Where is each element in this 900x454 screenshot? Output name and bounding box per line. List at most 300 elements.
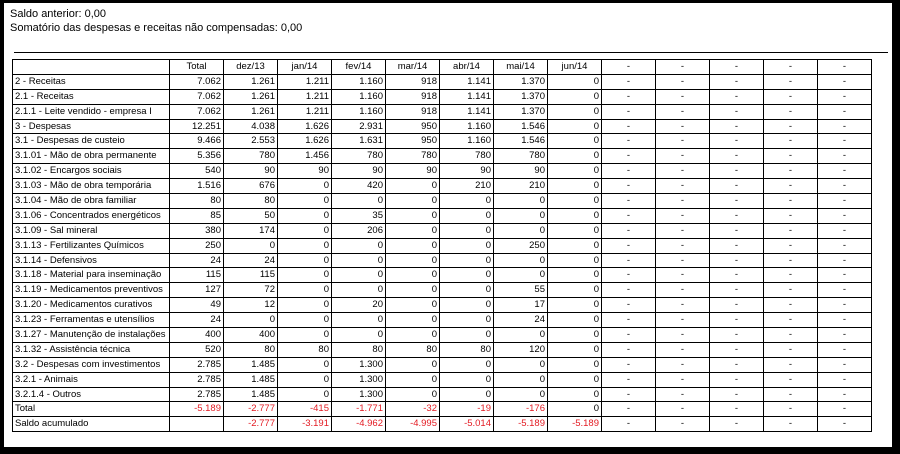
value-cell: 0: [548, 298, 602, 313]
value-cell: 90: [386, 164, 440, 179]
value-cell: 0: [548, 342, 602, 357]
empty-month-cell: -: [818, 179, 872, 194]
header-cell-label: [13, 60, 170, 75]
empty-month-cell: -: [710, 402, 764, 417]
empty-month-cell: -: [602, 268, 656, 283]
empty-month-cell: -: [656, 149, 710, 164]
value-cell: 0: [278, 208, 332, 223]
somatorio-nao-compensadas: Somatório das despesas e receitas não compensadas: 0,00: [10, 22, 303, 34]
row-label: 3.1.18 - Material para inseminação: [13, 268, 170, 283]
empty-month-cell: -: [656, 253, 710, 268]
value-cell: 0: [548, 402, 602, 417]
empty-month-cell: -: [764, 313, 818, 328]
value-cell: 2.785: [170, 387, 224, 402]
empty-month-cell: -: [710, 119, 764, 134]
empty-month-cell: -: [602, 194, 656, 209]
value-cell: 206: [332, 223, 386, 238]
empty-month-cell: -: [818, 387, 872, 402]
empty-month-cell: -: [602, 298, 656, 313]
empty-month-cell: -: [602, 149, 656, 164]
value-cell: 0: [548, 238, 602, 253]
value-cell: 0: [386, 387, 440, 402]
saldo-anterior: Saldo anterior: 0,00: [10, 8, 107, 20]
value-cell: 0: [332, 268, 386, 283]
empty-month-cell: -: [656, 104, 710, 119]
value-cell: 0: [440, 357, 494, 372]
empty-month-cell: -: [818, 223, 872, 238]
value-cell: 24: [170, 313, 224, 328]
table-row: [13, 179, 872, 194]
empty-month-cell: -: [710, 298, 764, 313]
table-row: [13, 357, 872, 372]
value-cell: 1.160: [440, 134, 494, 149]
empty-month-cell: -: [710, 417, 764, 432]
value-cell: 420: [332, 179, 386, 194]
report-header: [10, 7, 302, 35]
value-cell: 0: [278, 357, 332, 372]
empty-month-cell: -: [764, 179, 818, 194]
value-cell: 24: [170, 253, 224, 268]
value-cell: 0: [332, 283, 386, 298]
empty-month-cell: -: [656, 372, 710, 387]
row-label: 3.1.09 - Sal mineral: [13, 223, 170, 238]
value-cell: 1.160: [440, 119, 494, 134]
value-cell: 0: [440, 372, 494, 387]
empty-month-cell: -: [602, 208, 656, 223]
value-cell: 1.261: [224, 104, 278, 119]
value-cell: 400: [224, 328, 278, 343]
empty-month-cell: -: [602, 313, 656, 328]
value-cell: 1.141: [440, 104, 494, 119]
value-cell: 0: [548, 104, 602, 119]
header-cell: -: [710, 60, 764, 75]
value-cell: 115: [170, 268, 224, 283]
empty-month-cell: -: [656, 164, 710, 179]
value-cell: 1.300: [332, 372, 386, 387]
empty-month-cell: -: [656, 342, 710, 357]
value-cell: 0: [278, 313, 332, 328]
empty-month-cell: -: [710, 149, 764, 164]
value-cell: 0: [278, 268, 332, 283]
empty-month-cell: -: [710, 134, 764, 149]
table-header-row: [13, 60, 872, 75]
empty-month-cell: -: [602, 402, 656, 417]
empty-month-cell: -: [656, 298, 710, 313]
value-cell: 0: [548, 268, 602, 283]
header-cell: mar/14: [386, 60, 440, 75]
value-cell: 0: [548, 149, 602, 164]
value-cell: 1.261: [224, 74, 278, 89]
empty-month-cell: -: [656, 402, 710, 417]
empty-month-cell: -: [710, 283, 764, 298]
header-cell: jun/14: [548, 60, 602, 75]
empty-month-cell: -: [818, 89, 872, 104]
value-cell: 0: [440, 253, 494, 268]
empty-month-cell: -: [710, 89, 764, 104]
value-cell: 0: [494, 268, 548, 283]
value-cell: 0: [548, 194, 602, 209]
value-cell: 80: [332, 342, 386, 357]
header-cell: Total: [170, 60, 224, 75]
value-cell: 1.261: [224, 89, 278, 104]
value-cell: 80: [170, 194, 224, 209]
table-row: [13, 119, 872, 134]
value-cell: 85: [170, 208, 224, 223]
value-cell: 1.300: [332, 387, 386, 402]
value-cell: 4.038: [224, 119, 278, 134]
table-row: [13, 328, 872, 343]
value-cell: 90: [224, 164, 278, 179]
value-cell: 0: [548, 208, 602, 223]
value-cell: 780: [332, 149, 386, 164]
value-cell: 1.211: [278, 74, 332, 89]
value-cell: 0: [548, 179, 602, 194]
empty-month-cell: -: [764, 298, 818, 313]
empty-month-cell: -: [818, 328, 872, 343]
empty-month-cell: -: [818, 74, 872, 89]
cash-flow-table: [12, 59, 872, 432]
value-cell: 0: [494, 223, 548, 238]
empty-month-cell: -: [656, 313, 710, 328]
value-cell: 1.160: [332, 104, 386, 119]
value-cell: 0: [494, 372, 548, 387]
table-row: [13, 298, 872, 313]
empty-month-cell: -: [764, 223, 818, 238]
value-cell: 918: [386, 104, 440, 119]
empty-month-cell: -: [602, 119, 656, 134]
value-cell: 0: [278, 372, 332, 387]
empty-month-cell: -: [602, 253, 656, 268]
value-cell: 0: [332, 194, 386, 209]
empty-month-cell: -: [710, 313, 764, 328]
header-cell: jan/14: [278, 60, 332, 75]
empty-month-cell: -: [710, 179, 764, 194]
table-row: [13, 417, 872, 432]
value-cell: 1.141: [440, 89, 494, 104]
value-cell: 1.300: [332, 357, 386, 372]
value-cell: 780: [386, 149, 440, 164]
value-cell: 80: [386, 342, 440, 357]
value-cell: 1.516: [170, 179, 224, 194]
empty-month-cell: -: [602, 134, 656, 149]
value-cell: 0: [386, 298, 440, 313]
table-row: [13, 313, 872, 328]
table-row: [13, 149, 872, 164]
empty-month-cell: -: [818, 283, 872, 298]
value-cell: 35: [332, 208, 386, 223]
empty-month-cell: -: [656, 89, 710, 104]
row-label: Total: [13, 402, 170, 417]
empty-month-cell: -: [818, 298, 872, 313]
header-cell: -: [764, 60, 818, 75]
empty-month-cell: -: [764, 417, 818, 432]
header-cell: -: [818, 60, 872, 75]
value-cell: 780: [440, 149, 494, 164]
value-cell: 0: [548, 223, 602, 238]
header-divider: [14, 52, 888, 53]
table-row: [13, 342, 872, 357]
value-cell: -2.777: [224, 402, 278, 417]
row-label: 3.1.03 - Mão de obra temporária: [13, 179, 170, 194]
value-cell: 1.546: [494, 134, 548, 149]
value-cell: 174: [224, 223, 278, 238]
header-cell: -: [602, 60, 656, 75]
value-cell: 0: [386, 238, 440, 253]
value-cell: 90: [440, 164, 494, 179]
empty-month-cell: -: [764, 134, 818, 149]
empty-month-cell: -: [818, 357, 872, 372]
value-cell: 90: [332, 164, 386, 179]
empty-month-cell: -: [818, 372, 872, 387]
empty-month-cell: -: [818, 253, 872, 268]
value-cell: 1.456: [278, 149, 332, 164]
row-label: 3.1.19 - Medicamentos preventivos: [13, 283, 170, 298]
value-cell: 0: [278, 179, 332, 194]
value-cell: 1.626: [278, 119, 332, 134]
empty-month-cell: -: [764, 253, 818, 268]
empty-month-cell: -: [764, 328, 818, 343]
empty-month-cell: -: [602, 164, 656, 179]
value-cell: 0: [440, 223, 494, 238]
value-cell: 0: [278, 223, 332, 238]
value-cell: 20: [332, 298, 386, 313]
table-row: [13, 253, 872, 268]
value-cell: 80: [440, 342, 494, 357]
value-cell: 0: [494, 253, 548, 268]
empty-month-cell: -: [656, 194, 710, 209]
value-cell: 0: [548, 164, 602, 179]
value-cell: -176: [494, 402, 548, 417]
value-cell: 80: [224, 194, 278, 209]
row-label: 3.1 - Despesas de custeio: [13, 134, 170, 149]
empty-month-cell: -: [818, 164, 872, 179]
value-cell: 49: [170, 298, 224, 313]
value-cell: 0: [278, 283, 332, 298]
table-row: [13, 134, 872, 149]
empty-month-cell: -: [764, 357, 818, 372]
value-cell: 0: [548, 387, 602, 402]
empty-month-cell: -: [764, 119, 818, 134]
value-cell: 0: [278, 328, 332, 343]
value-cell: 80: [278, 342, 332, 357]
value-cell: 1.211: [278, 104, 332, 119]
row-label: 3.1.23 - Ferramentas e utensílios: [13, 313, 170, 328]
value-cell: 1.141: [440, 74, 494, 89]
value-cell: -5.189: [170, 402, 224, 417]
table-row: [13, 238, 872, 253]
value-cell: 1.485: [224, 387, 278, 402]
value-cell: -5.189: [548, 417, 602, 432]
value-cell: 0: [440, 328, 494, 343]
value-cell: 0: [440, 208, 494, 223]
empty-month-cell: -: [764, 372, 818, 387]
value-cell: 540: [170, 164, 224, 179]
value-cell: 80: [224, 342, 278, 357]
empty-month-cell: -: [656, 268, 710, 283]
value-cell: 0: [278, 387, 332, 402]
empty-month-cell: -: [764, 268, 818, 283]
value-cell: -4.962: [332, 417, 386, 432]
value-cell: 380: [170, 223, 224, 238]
value-cell: 50: [224, 208, 278, 223]
value-cell: 210: [494, 179, 548, 194]
empty-month-cell: -: [656, 328, 710, 343]
value-cell: -19: [440, 402, 494, 417]
empty-month-cell: -: [764, 164, 818, 179]
empty-month-cell: -: [818, 402, 872, 417]
empty-month-cell: -: [818, 238, 872, 253]
empty-month-cell: -: [764, 342, 818, 357]
value-cell: 0: [548, 372, 602, 387]
value-cell: 0: [494, 387, 548, 402]
empty-month-cell: -: [818, 149, 872, 164]
value-cell: 676: [224, 179, 278, 194]
value-cell: 0: [386, 208, 440, 223]
table-row: [13, 223, 872, 238]
value-cell: 12.251: [170, 119, 224, 134]
empty-month-cell: -: [602, 342, 656, 357]
value-cell: [170, 417, 224, 432]
row-label: 2.1 - Receitas: [13, 89, 170, 104]
value-cell: 0: [386, 179, 440, 194]
table-row: [13, 104, 872, 119]
value-cell: 250: [494, 238, 548, 253]
row-label: 2.1.1 - Leite vendido - empresa I: [13, 104, 170, 119]
value-cell: 7.062: [170, 74, 224, 89]
empty-month-cell: -: [656, 238, 710, 253]
empty-month-cell: -: [602, 104, 656, 119]
table-row: [13, 74, 872, 89]
value-cell: 0: [494, 208, 548, 223]
value-cell: 0: [440, 313, 494, 328]
value-cell: 1.485: [224, 357, 278, 372]
empty-month-cell: -: [764, 208, 818, 223]
value-cell: 780: [224, 149, 278, 164]
value-cell: -5.014: [440, 417, 494, 432]
value-cell: 0: [548, 313, 602, 328]
value-cell: 0: [386, 194, 440, 209]
value-cell: 1.546: [494, 119, 548, 134]
header-cell: -: [656, 60, 710, 75]
empty-month-cell: -: [656, 179, 710, 194]
empty-month-cell: -: [818, 268, 872, 283]
value-cell: 1.370: [494, 74, 548, 89]
empty-month-cell: -: [656, 357, 710, 372]
row-label: 3.2.1 - Animais: [13, 372, 170, 387]
value-cell: -415: [278, 402, 332, 417]
value-cell: 0: [548, 328, 602, 343]
empty-month-cell: -: [818, 417, 872, 432]
empty-month-cell: -: [710, 164, 764, 179]
empty-month-cell: -: [818, 119, 872, 134]
empty-month-cell: -: [656, 74, 710, 89]
value-cell: -4.995: [386, 417, 440, 432]
header-cell: abr/14: [440, 60, 494, 75]
empty-month-cell: -: [656, 208, 710, 223]
value-cell: 115: [224, 268, 278, 283]
value-cell: 24: [224, 253, 278, 268]
value-cell: 918: [386, 74, 440, 89]
value-cell: 127: [170, 283, 224, 298]
empty-month-cell: -: [710, 342, 764, 357]
row-label: 3.1.20 - Medicamentos curativos: [13, 298, 170, 313]
value-cell: 0: [386, 313, 440, 328]
empty-month-cell: -: [656, 223, 710, 238]
value-cell: 120: [494, 342, 548, 357]
value-cell: 0: [494, 328, 548, 343]
value-cell: 90: [494, 164, 548, 179]
value-cell: -2.777: [224, 417, 278, 432]
row-label: 3.1.06 - Concentrados energéticos: [13, 208, 170, 223]
value-cell: 950: [386, 134, 440, 149]
empty-month-cell: -: [818, 342, 872, 357]
value-cell: 0: [224, 238, 278, 253]
empty-month-cell: -: [602, 372, 656, 387]
value-cell: 0: [278, 298, 332, 313]
value-cell: 7.062: [170, 89, 224, 104]
empty-month-cell: -: [818, 208, 872, 223]
empty-month-cell: -: [656, 283, 710, 298]
empty-month-cell: -: [602, 283, 656, 298]
header-cell: mai/14: [494, 60, 548, 75]
empty-month-cell: -: [656, 119, 710, 134]
table-row: [13, 194, 872, 209]
empty-month-cell: -: [818, 313, 872, 328]
value-cell: 17: [494, 298, 548, 313]
value-cell: 780: [494, 149, 548, 164]
value-cell: 1.631: [332, 134, 386, 149]
row-label: 3.1.01 - Mão de obra permanente: [13, 149, 170, 164]
row-label: 3 - Despesas: [13, 119, 170, 134]
table-row: [13, 164, 872, 179]
value-cell: 55: [494, 283, 548, 298]
empty-month-cell: -: [710, 194, 764, 209]
value-cell: 0: [386, 253, 440, 268]
value-cell: 0: [386, 268, 440, 283]
row-label: 3.1.02 - Encargos sociais: [13, 164, 170, 179]
empty-month-cell: -: [602, 89, 656, 104]
value-cell: 1.211: [278, 89, 332, 104]
value-cell: 0: [278, 194, 332, 209]
value-cell: 918: [386, 89, 440, 104]
empty-month-cell: -: [656, 134, 710, 149]
empty-month-cell: -: [710, 104, 764, 119]
empty-month-cell: -: [602, 328, 656, 343]
empty-month-cell: -: [602, 387, 656, 402]
row-label: 2 - Receitas: [13, 74, 170, 89]
empty-month-cell: -: [764, 89, 818, 104]
value-cell: -1.771: [332, 402, 386, 417]
value-cell: 0: [494, 357, 548, 372]
empty-month-cell: -: [656, 387, 710, 402]
empty-month-cell: -: [764, 387, 818, 402]
value-cell: 0: [548, 253, 602, 268]
value-cell: 24: [494, 313, 548, 328]
row-label: 3.1.14 - Defensivos: [13, 253, 170, 268]
value-cell: 12: [224, 298, 278, 313]
value-cell: -5.189: [494, 417, 548, 432]
table-row: [13, 402, 872, 417]
table-row: [13, 208, 872, 223]
empty-month-cell: -: [764, 104, 818, 119]
empty-month-cell: -: [602, 74, 656, 89]
empty-month-cell: -: [818, 134, 872, 149]
value-cell: 0: [548, 283, 602, 298]
empty-month-cell: -: [710, 328, 764, 343]
value-cell: 950: [386, 119, 440, 134]
empty-month-cell: -: [602, 179, 656, 194]
row-label: 3.1.32 - Assistência técnica: [13, 342, 170, 357]
